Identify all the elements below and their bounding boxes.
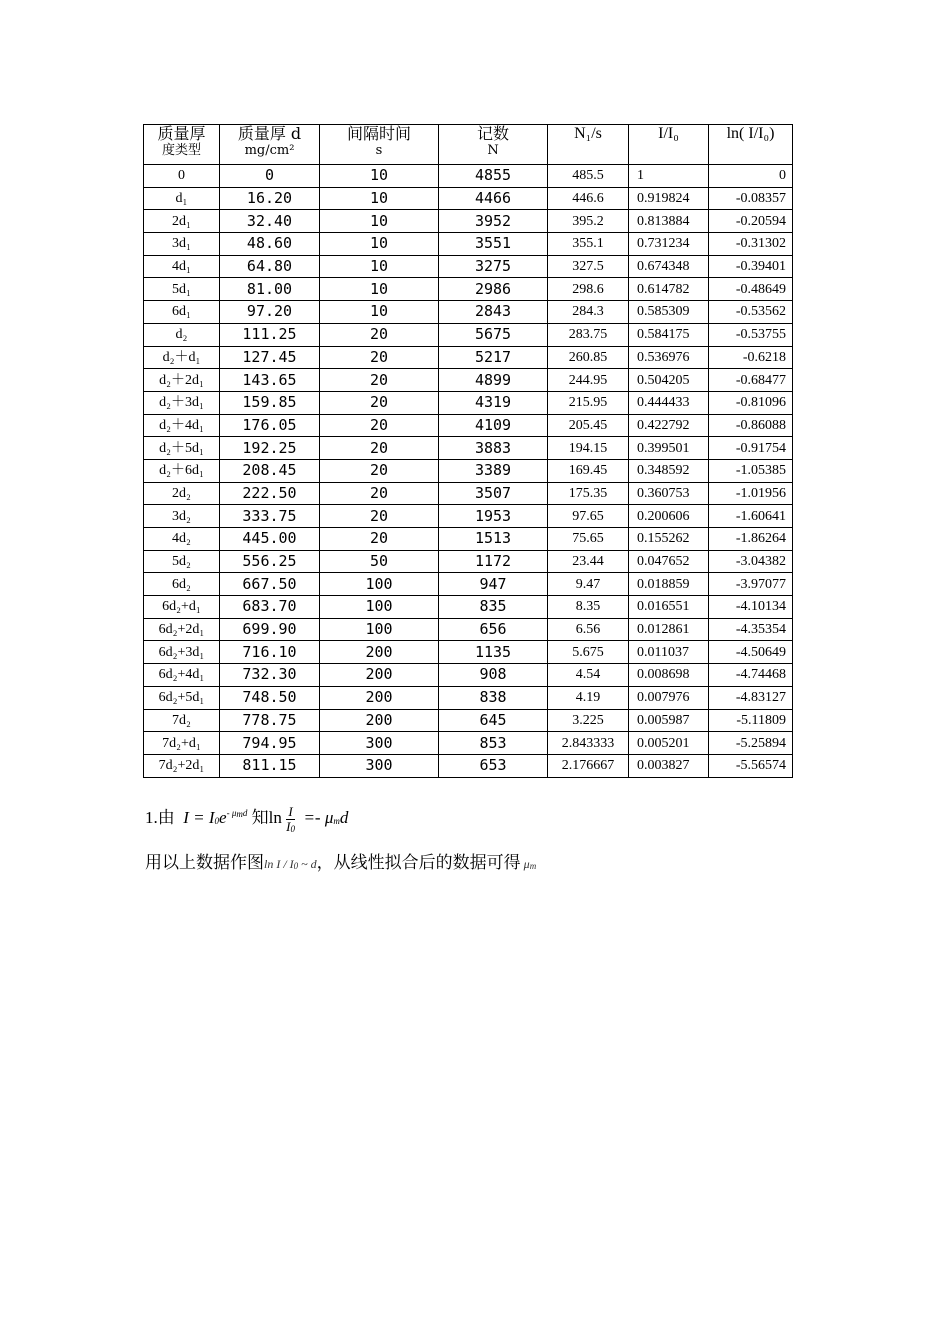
- formula-ln: ln: [268, 808, 282, 827]
- table-cell: 0.422792: [629, 414, 709, 437]
- table-cell: 0.011037: [629, 641, 709, 664]
- table-cell: 6d₂+3d₁: [144, 641, 220, 664]
- table-cell: 0.016551: [629, 596, 709, 619]
- table-cell: 20: [320, 369, 439, 392]
- table-cell: 355.1: [548, 233, 629, 256]
- table-cell: -0.53562: [709, 301, 793, 324]
- column-header: [220, 125, 320, 165]
- table-cell: 4319: [439, 391, 548, 414]
- table-cell: 0.674348: [629, 255, 709, 278]
- column-header-line2: 度类型: [161, 143, 201, 158]
- table-cell: 97.65: [548, 505, 629, 528]
- table-cell: 667.50: [220, 573, 320, 596]
- table-cell: 0.360753: [629, 482, 709, 505]
- table-cell: 194.15: [548, 437, 629, 460]
- table-cell: 0.047652: [629, 550, 709, 573]
- table-row: [144, 732, 793, 755]
- table-row: [144, 278, 793, 301]
- table-cell: -0.39401: [709, 255, 793, 278]
- table-cell: -0.08357: [709, 187, 793, 210]
- table-cell: 284.3: [548, 301, 629, 324]
- table-cell: 0.444433: [629, 391, 709, 414]
- formula-fraction: $\frac{I}{I_0}$: [286, 803, 295, 834]
- table-cell: 0.005201: [629, 732, 709, 755]
- mu-m-symbol: $\mu_m$: [520, 857, 537, 871]
- table-cell: 5217: [439, 346, 548, 369]
- formula-line: [145, 803, 545, 843]
- table-cell: 283.75: [548, 323, 629, 346]
- table-cell: 16.20: [220, 187, 320, 210]
- table-cell: 0.155262: [629, 528, 709, 551]
- table-cell: 2843: [439, 301, 548, 324]
- column-header-line1: ln( I/I₀): [726, 125, 775, 142]
- table-cell: 732.30: [220, 664, 320, 687]
- table-cell: 4d₁: [144, 255, 220, 278]
- table-cell: -0.6218: [709, 346, 793, 369]
- table-cell: 20: [320, 391, 439, 414]
- table-cell: -4.50649: [709, 641, 793, 664]
- table-cell: 778.75: [220, 709, 320, 732]
- table-cell: 20: [320, 482, 439, 505]
- table-cell: 127.45: [220, 346, 320, 369]
- table-row: [144, 550, 793, 573]
- table-cell: 169.45: [548, 459, 629, 482]
- table-row: [144, 754, 793, 777]
- data-table: [143, 124, 793, 778]
- table-cell: -0.48649: [709, 278, 793, 301]
- table-row: [144, 573, 793, 596]
- table-cell: d₂＋3d₁: [144, 391, 220, 414]
- table-cell: 5d₂: [144, 550, 220, 573]
- table-cell: 10: [320, 233, 439, 256]
- column-header-line2: s: [375, 143, 383, 158]
- column-header-line1: 记数: [476, 124, 509, 143]
- table-row: [144, 528, 793, 551]
- table-cell: 653: [439, 754, 548, 777]
- table-cell: 683.70: [220, 596, 320, 619]
- table-cell: -0.91754: [709, 437, 793, 460]
- table-cell: 2d₁: [144, 210, 220, 233]
- table-cell: 97.20: [220, 301, 320, 324]
- table-row: [144, 301, 793, 324]
- table-cell: -4.83127: [709, 686, 793, 709]
- table-cell: 7d₂+2d₁: [144, 754, 220, 777]
- table-cell: 222.50: [220, 482, 320, 505]
- table-cell: 3d₂: [144, 505, 220, 528]
- table-cell: 7d₂+d₁: [144, 732, 220, 755]
- table-row: [144, 709, 793, 732]
- table-cell: -5.25894: [709, 732, 793, 755]
- table-cell: 10: [320, 165, 439, 188]
- table-cell: -1.01956: [709, 482, 793, 505]
- table-cell: 3389: [439, 459, 548, 482]
- table-row: [144, 323, 793, 346]
- table-cell: 1: [629, 165, 709, 188]
- table-cell: 446.6: [548, 187, 629, 210]
- table-cell: 10: [320, 301, 439, 324]
- table-cell: 2.176667: [548, 754, 629, 777]
- table-cell: 200: [320, 664, 439, 687]
- table-cell: 200: [320, 641, 439, 664]
- table-cell: 3507: [439, 482, 548, 505]
- table-cell: 4899: [439, 369, 548, 392]
- table-row: [144, 346, 793, 369]
- table-cell: 6d₂+5d₁: [144, 686, 220, 709]
- column-header-line1: N₁/s: [574, 125, 602, 142]
- table-cell: -1.05385: [709, 459, 793, 482]
- table-cell: 0.614782: [629, 278, 709, 301]
- table-cell: 50: [320, 550, 439, 573]
- table-cell: 208.45: [220, 459, 320, 482]
- column-header: [320, 125, 439, 165]
- column-header-line1: 间隔时间: [346, 124, 411, 143]
- table-cell: 0.348592: [629, 459, 709, 482]
- table-row: [144, 641, 793, 664]
- table-cell: d₂＋4d₁: [144, 414, 220, 437]
- table-cell: 0.018859: [629, 573, 709, 596]
- table-cell: -3.97077: [709, 573, 793, 596]
- table-cell: 2986: [439, 278, 548, 301]
- table-row: [144, 233, 793, 256]
- table-cell: 20: [320, 437, 439, 460]
- table-cell: 6d₂+2d₁: [144, 618, 220, 641]
- column-header-line2: N: [487, 143, 499, 158]
- conclusion-line: [145, 848, 745, 878]
- table-row: [144, 664, 793, 687]
- table-cell: -0.31302: [709, 233, 793, 256]
- table-cell: 300: [320, 754, 439, 777]
- table-cell: 699.90: [220, 618, 320, 641]
- table-cell: 716.10: [220, 641, 320, 664]
- table-cell: 4.54: [548, 664, 629, 687]
- table-cell: 300: [320, 732, 439, 755]
- table-cell: 3883: [439, 437, 548, 460]
- table-cell: 2d₂: [144, 482, 220, 505]
- table-row: [144, 505, 793, 528]
- table-row: [144, 165, 793, 188]
- table-cell: 445.00: [220, 528, 320, 551]
- table-row: [144, 414, 793, 437]
- table-cell: 6d₂: [144, 573, 220, 596]
- table-cell: 395.2: [548, 210, 629, 233]
- formula-intensity: $I = I_0e^{- \mu_md}$: [179, 808, 248, 827]
- table-cell: 20: [320, 528, 439, 551]
- column-header: [709, 125, 793, 165]
- table-cell: 3275: [439, 255, 548, 278]
- table-cell: 485.5: [548, 165, 629, 188]
- table-cell: 1172: [439, 550, 548, 573]
- table-header-row: [144, 125, 793, 165]
- table-cell: 6d₁: [144, 301, 220, 324]
- table-cell: 0.585309: [629, 301, 709, 324]
- table-cell: 260.85: [548, 346, 629, 369]
- table-cell: 48.60: [220, 233, 320, 256]
- table-cell: 853: [439, 732, 548, 755]
- table-cell: -0.20594: [709, 210, 793, 233]
- table-cell: 244.95: [548, 369, 629, 392]
- table-cell: 7d₂: [144, 709, 220, 732]
- table-cell: 4109: [439, 414, 548, 437]
- table-cell: 0: [220, 165, 320, 188]
- table-cell: 159.85: [220, 391, 320, 414]
- conclusion-text-a: 用以上数据作图: [145, 853, 264, 873]
- table-cell: 81.00: [220, 278, 320, 301]
- table-row: [144, 618, 793, 641]
- table-cell: 656: [439, 618, 548, 641]
- table-row: [144, 596, 793, 619]
- table-cell: -0.86088: [709, 414, 793, 437]
- table-cell: d₂＋6d₁: [144, 459, 220, 482]
- table-cell: 0: [709, 165, 793, 188]
- table-cell: 23.44: [548, 550, 629, 573]
- table-cell: 0.003827: [629, 754, 709, 777]
- table-row: [144, 686, 793, 709]
- table-cell: 748.50: [220, 686, 320, 709]
- table-cell: 100: [320, 618, 439, 641]
- table-cell: 0.012861: [629, 618, 709, 641]
- table-cell: 20: [320, 459, 439, 482]
- table-cell: 0.919824: [629, 187, 709, 210]
- table-cell: 4855: [439, 165, 548, 188]
- table-cell: -1.86264: [709, 528, 793, 551]
- table-cell: 298.6: [548, 278, 629, 301]
- table-cell: 100: [320, 596, 439, 619]
- table-cell: 6.56: [548, 618, 629, 641]
- table-cell: 908: [439, 664, 548, 687]
- table-cell: -0.81096: [709, 391, 793, 414]
- plot-formula: ln I / $I_0$ ~ d: [264, 857, 317, 871]
- column-header-line2: mg/cm²: [244, 143, 295, 158]
- table-cell: -0.68477: [709, 369, 793, 392]
- table-cell: 1135: [439, 641, 548, 664]
- table-cell: 0: [144, 165, 220, 188]
- table-cell: 835: [439, 596, 548, 619]
- table-cell: -4.10134: [709, 596, 793, 619]
- table-cell: 0.007976: [629, 686, 709, 709]
- table-row: [144, 482, 793, 505]
- conclusion-text-b: ，从线性拟合后的数据可得: [316, 853, 521, 873]
- table-row: [144, 210, 793, 233]
- table-cell: 9.47: [548, 573, 629, 596]
- formula-prefix: 1.由: [145, 808, 175, 827]
- table-cell: d₂＋5d₁: [144, 437, 220, 460]
- column-header-line1: 质量厚 d: [237, 124, 302, 143]
- table-cell: 6d₂+d₁: [144, 596, 220, 619]
- table-cell: 2.843333: [548, 732, 629, 755]
- table-cell: 0.504205: [629, 369, 709, 392]
- table-cell: 1953: [439, 505, 548, 528]
- table-cell: 3952: [439, 210, 548, 233]
- table-cell: 200: [320, 686, 439, 709]
- table-cell: 645: [439, 709, 548, 732]
- table-cell: 0.584175: [629, 323, 709, 346]
- table-cell: 64.80: [220, 255, 320, 278]
- table-cell: -4.74468: [709, 664, 793, 687]
- table-cell: 4d₂: [144, 528, 220, 551]
- table-body: [144, 165, 793, 778]
- table-cell: 10: [320, 187, 439, 210]
- table-row: [144, 437, 793, 460]
- column-header-line1: I/I₀: [658, 125, 679, 142]
- table-cell: 5.675: [548, 641, 629, 664]
- table-cell: 0.813884: [629, 210, 709, 233]
- table-cell: 794.95: [220, 732, 320, 755]
- table-row: [144, 459, 793, 482]
- table-cell: 4466: [439, 187, 548, 210]
- table-cell: 111.25: [220, 323, 320, 346]
- column-header: [144, 125, 220, 165]
- formula-rhs: =- $\mu_md$: [299, 808, 349, 827]
- table-cell: 32.40: [220, 210, 320, 233]
- table-cell: 75.65: [548, 528, 629, 551]
- table-cell: 143.65: [220, 369, 320, 392]
- table-row: [144, 391, 793, 414]
- table-cell: 327.5: [548, 255, 629, 278]
- table-cell: 556.25: [220, 550, 320, 573]
- table-cell: 20: [320, 505, 439, 528]
- table-cell: -3.04382: [709, 550, 793, 573]
- table-cell: -0.53755: [709, 323, 793, 346]
- table-row: [144, 369, 793, 392]
- table-cell: -1.60641: [709, 505, 793, 528]
- table-cell: 20: [320, 414, 439, 437]
- table-cell: 0.399501: [629, 437, 709, 460]
- table-cell: 20: [320, 346, 439, 369]
- table-cell: 1513: [439, 528, 548, 551]
- table-cell: 811.15: [220, 754, 320, 777]
- table-cell: -5.56574: [709, 754, 793, 777]
- column-header-line1: 质量厚: [157, 124, 206, 143]
- table-cell: 3.225: [548, 709, 629, 732]
- column-header: [548, 125, 629, 165]
- table-cell: d₁: [144, 187, 220, 210]
- table-cell: 3d₁: [144, 233, 220, 256]
- table-cell: -5.11809: [709, 709, 793, 732]
- column-header: [439, 125, 548, 165]
- table-cell: 0.731234: [629, 233, 709, 256]
- table-cell: 205.45: [548, 414, 629, 437]
- formula-know: 知: [251, 808, 269, 827]
- table-cell: 200: [320, 709, 439, 732]
- table-cell: d₂＋d₁: [144, 346, 220, 369]
- table-cell: 10: [320, 278, 439, 301]
- table-cell: 5675: [439, 323, 548, 346]
- table-cell: 192.25: [220, 437, 320, 460]
- table-cell: 10: [320, 255, 439, 278]
- table-cell: 175.35: [548, 482, 629, 505]
- table-cell: 6d₂+4d₁: [144, 664, 220, 687]
- table-cell: 838: [439, 686, 548, 709]
- table-cell: 215.95: [548, 391, 629, 414]
- table-cell: 0.200606: [629, 505, 709, 528]
- table-cell: 20: [320, 323, 439, 346]
- table-cell: 0.536976: [629, 346, 709, 369]
- table-cell: 333.75: [220, 505, 320, 528]
- table-cell: 10: [320, 210, 439, 233]
- table-cell: 947: [439, 573, 548, 596]
- table-cell: 100: [320, 573, 439, 596]
- table-cell: -4.35354: [709, 618, 793, 641]
- table-cell: 0.008698: [629, 664, 709, 687]
- table-cell: 176.05: [220, 414, 320, 437]
- column-header: [629, 125, 709, 165]
- table-cell: 8.35: [548, 596, 629, 619]
- table-cell: 0.005987: [629, 709, 709, 732]
- table-cell: 3551: [439, 233, 548, 256]
- table-cell: 4.19: [548, 686, 629, 709]
- table-row: [144, 255, 793, 278]
- table-row: [144, 187, 793, 210]
- table-cell: 5d₁: [144, 278, 220, 301]
- table-cell: d₂: [144, 323, 220, 346]
- table-cell: d₂＋2d₁: [144, 369, 220, 392]
